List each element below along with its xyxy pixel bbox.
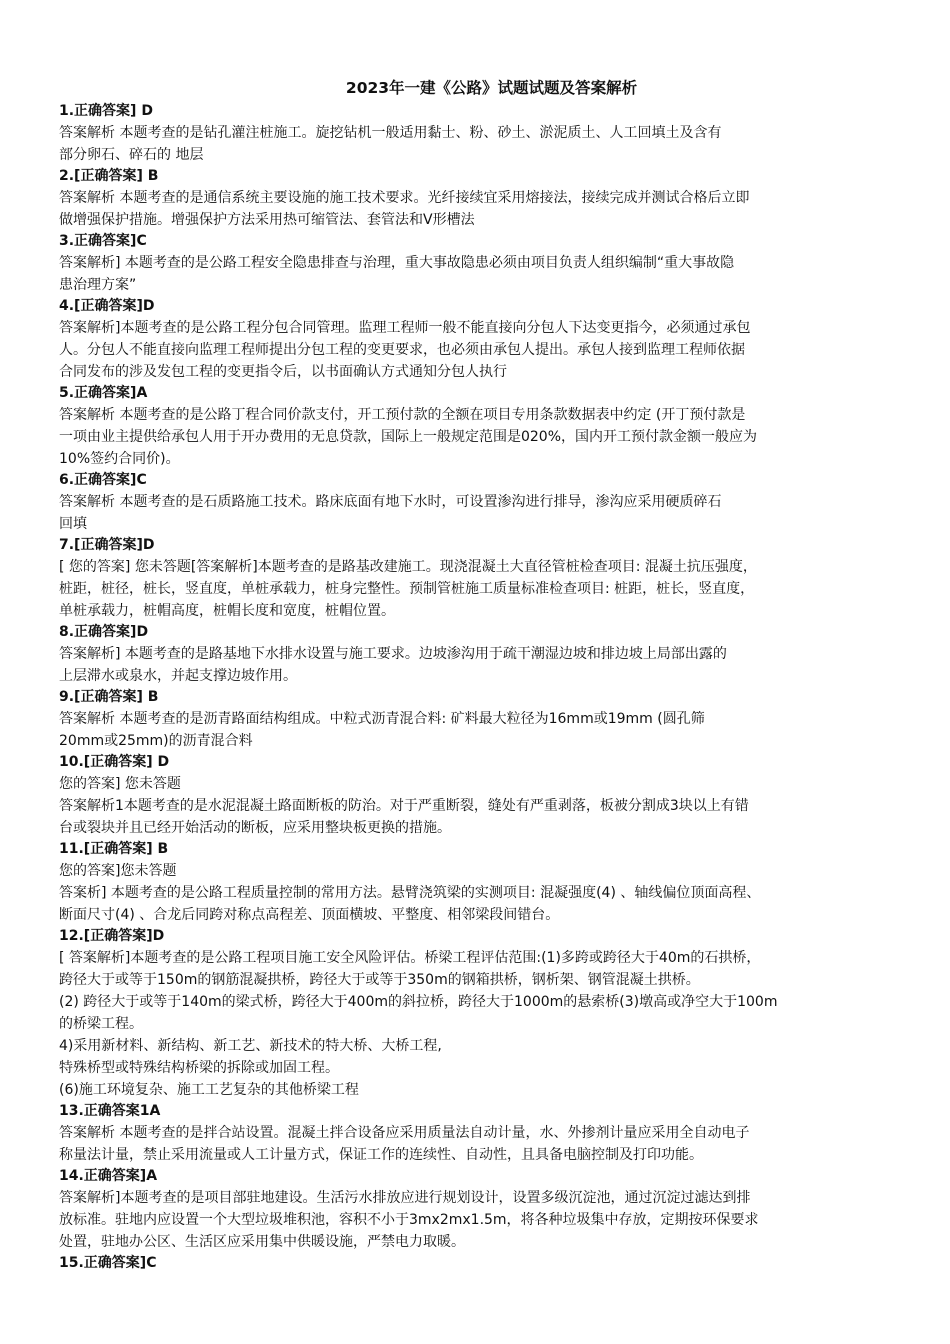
answer-header: 5.正确答案]A	[59, 385, 148, 401]
answer-explanation-line: 部分卵石、碎石的 地层	[59, 147, 204, 163]
answer-explanation-line: 台或裂块并且已经开始活动的断板，应采用整块板更换的措施。	[59, 820, 451, 836]
answer-explanation-line: 答案解析 本题考查的是公路丁程合同价款支付，开工预付款的全额在项目专用条款数据表中约定 (开丁预付款是	[59, 407, 746, 423]
answer-explanation-line: 答案解析1本题考查的是水泥混凝土路面断板的防治。对于严重断裂，缝处有严重剥落，板被分割成3块以上有错	[59, 798, 749, 814]
answer-explanation-line: 一项由业主提供给承包人用于开办费用的无息贷款，国际上一般规定范围是020%，国内开工预付款金额一般应为	[59, 429, 758, 445]
document-page	[59, 76, 894, 1274]
answer-explanation-line: 特殊桥型或特殊结构桥梁的拆除或加固工程。	[59, 1060, 339, 1076]
answer-item	[59, 470, 894, 535]
answer-explanation-line: 答案解析]本题考查的是项目部驻地建设。生活污水排放应进行规划设计，设置多级沉淀池，通过沉淀过滤达到排	[59, 1190, 751, 1206]
answer-item	[59, 296, 894, 383]
answer-explanation-line: 4)采用新材料、新结构、新工艺、新技术的特大桥、大桥工程,	[59, 1038, 442, 1054]
answer-header: 3.正确答案]C	[59, 233, 147, 249]
answer-explanation-line: 回填	[59, 516, 87, 532]
answer-explanation-line: 放标准。驻地内应设置一个大型垃圾堆积池，容积不小于3mx2mx1.5m，将各种垃圾集中存放，定期按环保要求	[59, 1212, 759, 1228]
answer-item	[59, 166, 894, 231]
answer-item	[59, 1101, 894, 1166]
answer-item	[59, 1253, 894, 1274]
answer-item	[59, 926, 894, 1101]
answer-explanation-line: 答案解析] 本题考查的是公路工程安全隐患排查与治理，重大事故隐患必须由项目负责人组织编制“重大事故隐	[59, 255, 735, 271]
answer-explanation-line: 答案解析 本题考查的是通信系统主要设施的施工技术要求。光纤接续宜采用熔接法，接续完成并测试合格后立即	[59, 190, 750, 206]
answer-item	[59, 622, 894, 687]
answer-explanation-line: 称量法计量，禁止采用流量或人工计量方式，保证工作的连续性、自动性，且具备电脑控制及打印功能。	[59, 1147, 703, 1163]
answer-header: 10.[正确答案] D	[59, 754, 170, 770]
answer-explanation-line: 断面尺寸(4) 、合龙后同跨对称点高程差、顶面横坡、平整度、相邻梁段间错台。	[59, 907, 560, 923]
answer-header: 4.[正确答案]D	[59, 298, 155, 314]
answer-item	[59, 231, 894, 296]
answer-explanation-line: [ 答案解析]本题考查的是公路工程项目施工安全风险评估。桥梁工程评估范围:(1)多跨或跨径大于40m的石拱桥，	[59, 950, 761, 966]
document-title: 2023年一建《公路》试题试题及答案解析	[345, 79, 638, 97]
answer-item	[59, 687, 894, 752]
answer-explanation-line: 合同发布的涉及发包工程的变更指令后，以书面确认方式通知分包人执行	[59, 364, 507, 380]
answer-header: 14.正确答案]A	[59, 1168, 158, 1184]
answer-explanation-line: 答案解析 本题考查的是沥青路面结构组成。中粒式沥青混合料: 矿料最大粒径为16mm或19mm (圆孔筛	[59, 711, 705, 727]
answer-header: 7.[正确答案]D	[59, 537, 155, 553]
answer-explanation-line: 人。分包人不能直接向监理工程师提出分包工程的变更要求，也必须由承包人提出。承包人接到监理工程师依据	[59, 342, 745, 358]
answer-explanation-line: (2) 跨径大于或等于140m的梁式桥，跨径大于400m的斜拉桥，跨径大于1000m的悬索桥(3)墩高或净空大于100m	[59, 994, 778, 1010]
answer-item	[59, 1166, 894, 1253]
answer-item	[59, 752, 894, 839]
answer-explanation-line: 答案析] 本题考查的是公路工程质量控制的常用方法。悬臂浇筑梁的实测项目: 混凝强度(4) 、轴线偏位顶面高程、	[59, 885, 761, 901]
answer-explanation-line: [ 您的答案] 您未答题[答案解析]本题考查的是路基改建施工。现浇混凝土大直径管桩检查项目: 混凝土抗压强度，	[59, 559, 757, 575]
answer-explanation-line: 上层滞水或泉水，并起支撑边坡作用。	[59, 668, 297, 684]
answer-explanation-line: 答案解析 本题考查的是拌合站设置。混凝土拌合设备应采用质量法自动计量，水、外掺剂计量应采用全自动电子	[59, 1125, 750, 1141]
answer-header: 13.正确答案1A	[59, 1103, 161, 1119]
answer-explanation-line: 答案解析] 本题考查的是路基地下水排水设置与施工要求。边坡渗沟用于疏干潮湿边坡和排边坡上局部出露的	[59, 646, 727, 662]
answer-explanation-line: 您的答案] 您未答题	[59, 776, 181, 792]
answer-item	[59, 839, 894, 926]
answer-explanation-line: 跨径大于或等于150m的钢筋混凝拱桥，跨径大于或等于350m的钢箱拱桥，钢析架、钢管混凝土拱桥。	[59, 972, 700, 988]
answer-explanation-line: 桩距，桩径，桩长，竖直度，单桩承载力，桩身完整性。预制管桩施工质量标准检查项目: 桩距，桩长，竖直度，	[59, 581, 755, 597]
answer-explanation-line: 20mm或25mm)的沥青混合料	[59, 733, 253, 749]
answer-explanation-line: 答案解析]本题考查的是公路工程分包合同管理。监理工程师一般不能直接向分包人下达变更指今，必须通过承包	[59, 320, 751, 336]
answer-explanation-line: 患治理方案”	[59, 277, 137, 293]
answer-explanation-line: 10%签约合同价)。	[59, 451, 180, 467]
answer-explanation-line: 您的答案]您未答题	[59, 863, 177, 879]
answer-header: 9.[正确答案] B	[59, 689, 159, 705]
answer-item	[59, 535, 894, 622]
answer-header: 15.正确答案]C	[59, 1255, 157, 1271]
answer-explanation-line: 答案解析 本题考查的是石质路施工技术。路床底面有地下水时，可设置渗沟进行排导，渗沟应采用硬质碎石	[59, 494, 722, 510]
answer-explanation-line: 答案解析 本题考查的是钻孔灌注桩施工。旋挖钻机一般适用黏士、粉、砂土、淤泥质土、人工回填土及含有	[59, 125, 722, 141]
answer-header: 6.正确答案]C	[59, 472, 147, 488]
answer-explanation-line: 单桩承载力，桩帽高度，桩帽长度和宽度，桩帽位置。	[59, 603, 395, 619]
answer-explanation-line: 处置，驻地办公区、生活区应采用集中供暖设施，严禁电力取暖。	[59, 1234, 465, 1250]
answer-header: 8.正确答案]D	[59, 624, 149, 640]
answer-item	[59, 101, 894, 166]
answer-explanation-line: (6)施工环境复杂、施工工艺复杂的其他桥梁工程	[59, 1082, 359, 1098]
answer-header: 12.[正确答案]D	[59, 928, 165, 944]
answer-header: 2.[正确答案] B	[59, 168, 159, 184]
answer-list	[59, 101, 894, 1274]
answer-explanation-line: 的桥梁工程。	[59, 1016, 143, 1032]
answer-header: 1.正确答案] D	[59, 103, 153, 119]
answer-item	[59, 383, 894, 470]
answer-explanation-line: 做增强保护措施。增强保护方法采用热可缩管法、套管法和V形槽法	[59, 212, 475, 228]
answer-header: 11.[正确答案] B	[59, 841, 169, 857]
